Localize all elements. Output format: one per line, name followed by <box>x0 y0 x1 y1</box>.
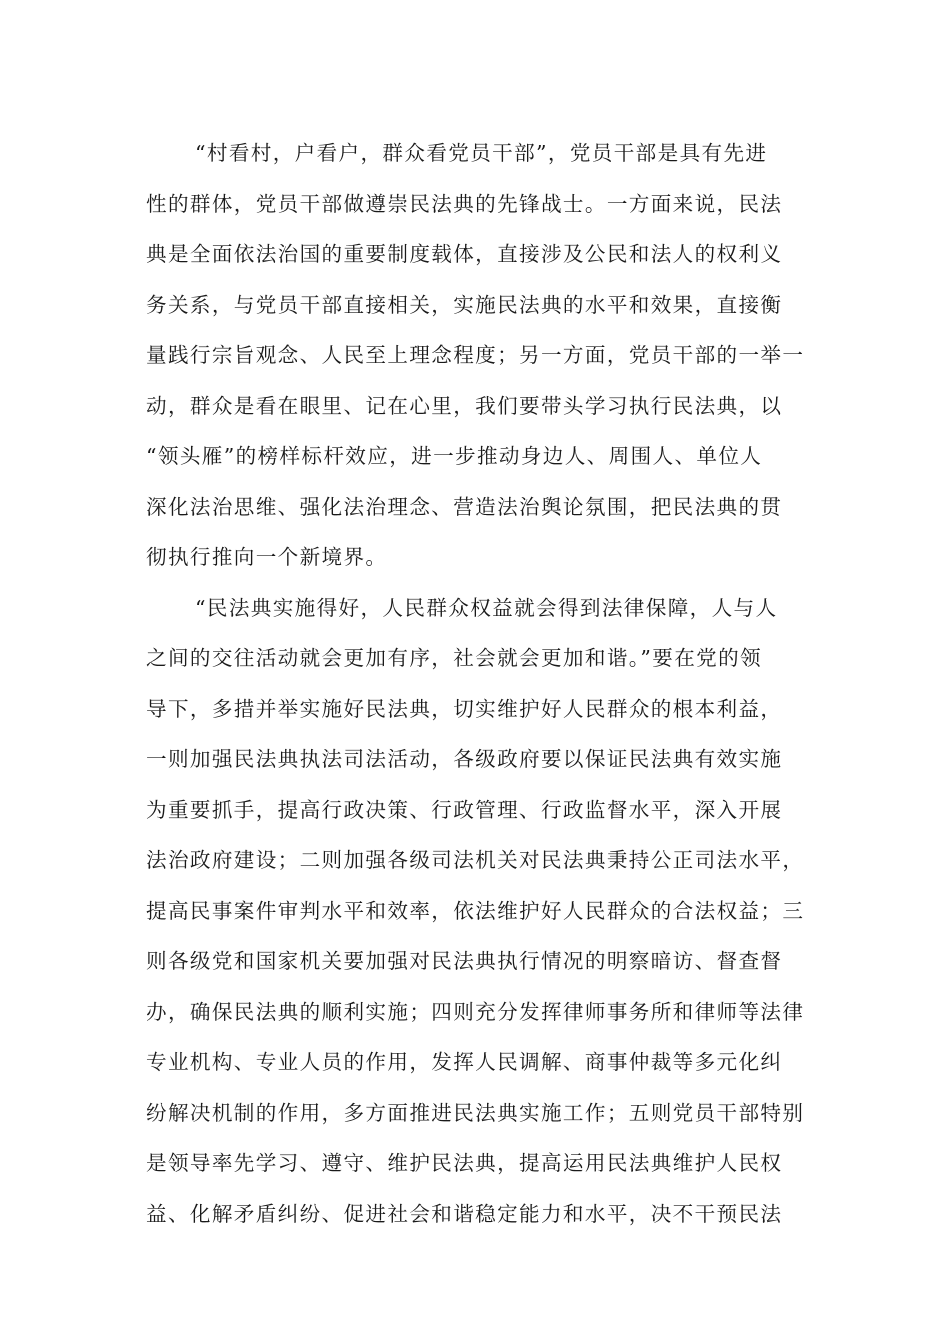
paragraph-line: 是领导率先学习、遵守、维护民法典，提高运用民法典维护人民权 <box>146 1151 783 1175</box>
paragraph-line: 彻执行推向一个新境界。 <box>146 545 388 569</box>
paragraph-1 <box>146 128 806 583</box>
paragraph-line: 之间的交往活动就会更加有序，社会就会更加和谐。”要在党的领 <box>146 646 762 670</box>
paragraph-line: 则各级党和国家机关要加强对民法典执行情况的明察暗访、督查督 <box>146 949 783 973</box>
paragraph-line: 益、化解矛盾纠纷、促进社会和谐稳定能力和水平，决不干预民法 <box>146 1201 783 1226</box>
paragraph-line: 提高民事案件审判水平和效率，依法维护好人民群众的合法权益；三 <box>146 898 805 923</box>
paragraph-2 <box>146 583 806 1240</box>
document-body <box>146 128 806 1239</box>
paragraph-line: 为重要抓手，提高行政决策、行政管理、行政监督水平，深入开展 <box>146 797 783 822</box>
paragraph-line: 动，群众是看在眼里、记在心里，我们要带头学习执行民法典，以 <box>146 393 783 418</box>
paragraph-line: 一则加强民法典执法司法活动，各级政府要以保证民法典有效实施 <box>146 747 783 771</box>
paragraph-line: 性的群体，党员干部做遵崇民法典的先锋战士。一方面来说，民法 <box>146 191 783 216</box>
paragraph-line: 典是全面依法治国的重要制度载体，直接涉及公民和法人的权利义 <box>146 242 783 266</box>
paragraph-line: 专业机构、专业人员的作用，发挥人民调解、商事仲裁等多元化纠 <box>146 1050 783 1074</box>
paragraph-line: 量践行宗旨观念、人民至上理念程度；另一方面，党员干部的一举一 <box>146 343 805 367</box>
paragraph-line: 纷解决机制的作用，多方面推进民法典实施工作；五则党员干部特别 <box>146 1100 805 1125</box>
paragraph-line: 务关系，与党员干部直接相关，实施民法典的水平和效果，直接衡 <box>146 292 783 317</box>
paragraph-line: “村看村，户看户，群众看党员干部”，党员干部是具有先进 <box>195 141 768 165</box>
paragraph-line: 导下，多措并举实施好民法典，切实维护好人民群众的根本利益， <box>146 696 783 721</box>
paragraph-line: 深化法治思维、强化法治理念、营造法治舆论氛围，把民法典的贯 <box>146 494 783 519</box>
paragraph-line: “民法典实施得好，人民群众权益就会得到法律保障，人与人 <box>195 595 778 620</box>
paragraph-line: “领头雁”的榜样标杆效应，进一步推动身边人、周围人、单位人 <box>146 444 763 468</box>
paragraph-line: 办，确保民法典的顺利实施；四则充分发挥律师事务所和律师等法律 <box>146 999 805 1024</box>
paragraph-line: 法治政府建设；二则加强各级司法机关对民法典秉持公正司法水平， <box>146 848 805 872</box>
